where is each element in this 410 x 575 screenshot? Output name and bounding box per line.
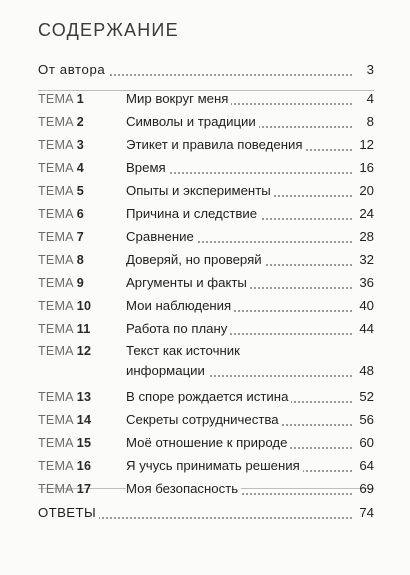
toc-entry-topic-7[interactable] — [38, 227, 374, 247]
toc-entry-title: Аргументы и факты — [126, 273, 352, 293]
toc-entry-topic-12[interactable] — [38, 341, 374, 381]
toc-entry-title: Доверяй, но проверяй — [126, 250, 352, 270]
toc-entry-title: В споре рождается истина — [126, 387, 352, 407]
toc-entry-topic-3[interactable] — [38, 135, 374, 155]
topic-label: ТЕМА 1 — [38, 92, 85, 106]
toc-entry-page: 69 — [359, 481, 374, 496]
toc-entry-title: Моя безопасность — [126, 479, 352, 499]
toc-entry-answers[interactable] — [38, 503, 374, 523]
topic-label: ТЕМА 3 — [38, 138, 85, 152]
toc-entry-topic-5[interactable] — [38, 181, 374, 201]
topic-label: ТЕМА 9 — [38, 276, 85, 290]
toc-entry-title: Этикет и правила поведения — [126, 135, 352, 155]
toc-entry-topic-17[interactable] — [38, 479, 374, 499]
toc-entry-title: Секреты сотрудничества — [126, 410, 352, 430]
toc-entry-page: 74 — [359, 505, 374, 520]
toc-entry-title: Время — [126, 158, 352, 178]
toc-entry-page: 12 — [359, 137, 374, 152]
topic-label: ТЕМА 10 — [38, 299, 92, 313]
toc-entry-topic-8[interactable] — [38, 250, 374, 270]
topic-label: ТЕМА 12 — [38, 344, 92, 358]
topic-label: ТЕМА 7 — [38, 230, 85, 244]
toc-entry-title: Моё отношение к природе — [126, 433, 352, 453]
toc-entry-title: Мир вокруг меня — [126, 89, 352, 109]
topic-label: ТЕМА 13 — [38, 390, 92, 404]
topic-label: ТЕМА 4 — [38, 161, 85, 175]
toc-entry-topic-4[interactable] — [38, 158, 374, 178]
page-title: СОДЕРЖАНИЕ — [38, 20, 179, 40]
topic-label: ТЕМА 2 — [38, 115, 85, 129]
toc-entry-page: 56 — [359, 412, 374, 427]
toc-entry-page: 36 — [359, 275, 374, 290]
toc-entry-title: Символы и традиции — [126, 112, 352, 132]
topic-label: ТЕМА 11 — [38, 322, 91, 336]
toc-entry-page: 32 — [359, 252, 374, 267]
toc-entry-page: 3 — [366, 62, 374, 77]
toc-entry-page: 48 — [359, 363, 374, 378]
toc-entry-page: 52 — [359, 389, 374, 404]
toc-entry-topic-9[interactable] — [38, 273, 374, 293]
toc-entry-title: информации — [126, 361, 352, 381]
toc-entry-title: Мои наблюдения — [126, 296, 352, 316]
toc-entry-title: Причина и следствие — [126, 204, 352, 224]
toc-entry-topic-14[interactable] — [38, 410, 374, 430]
toc-entry-title: Я учусь принимать решения — [126, 456, 352, 476]
topic-label: ТЕМА 5 — [38, 184, 85, 198]
toc-entry-page: 44 — [359, 321, 374, 336]
toc-entry-topic-13[interactable] — [38, 387, 374, 407]
toc-entry-topic-15[interactable] — [38, 433, 374, 453]
toc-entry-page: 20 — [359, 183, 374, 198]
topic-label: ТЕМА 16 — [38, 459, 92, 473]
toc-entry-title: Опыты и эксперименты — [126, 181, 352, 201]
topic-label: ТЕМА 8 — [38, 253, 85, 267]
toc-entry-page: 8 — [366, 114, 374, 129]
toc-entry-page: 16 — [359, 160, 374, 175]
toc-entry-topic-10[interactable] — [38, 296, 374, 316]
toc-entry-page: 24 — [359, 206, 374, 221]
toc-entry-topic-6[interactable] — [38, 204, 374, 224]
toc-entry-title-line1: Текст как источник — [126, 343, 240, 358]
toc-entry-page: 28 — [359, 229, 374, 244]
toc-entry-title: Сравнение — [126, 227, 352, 247]
toc-entry-page: 40 — [359, 298, 374, 313]
toc-entry-intro[interactable] — [38, 60, 374, 80]
topic-label: ТЕМА 14 — [38, 413, 92, 427]
toc-entry-topic-16[interactable] — [38, 456, 374, 476]
topic-label: ТЕМА 6 — [38, 207, 85, 221]
toc-entry-page: 64 — [359, 458, 374, 473]
toc-entry-title: Работа по плану — [126, 319, 352, 339]
toc-entry-title: От автора — [38, 60, 352, 80]
topic-label: ТЕМА 15 — [38, 436, 92, 450]
toc-entry-page: 60 — [359, 435, 374, 450]
toc-entry-topic-11[interactable] — [38, 319, 374, 339]
toc-entry-topic-1[interactable] — [38, 89, 374, 109]
toc-entry-title: ОТВЕТЫ — [38, 503, 352, 523]
toc-entry-topic-2[interactable] — [38, 112, 374, 132]
toc-entry-page: 4 — [366, 91, 374, 106]
topic-label: ТЕМА 17 — [38, 482, 92, 496]
